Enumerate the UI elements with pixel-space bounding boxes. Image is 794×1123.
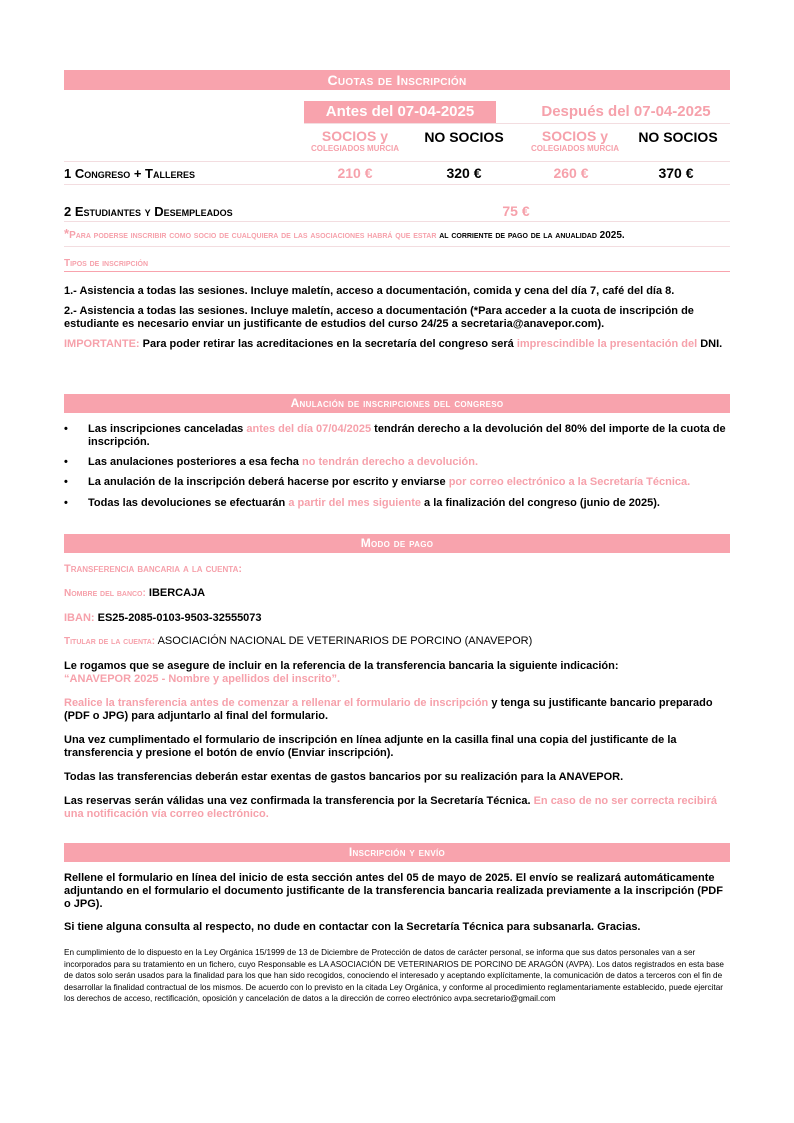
- after-no-socios-header: NO SOCIOS: [638, 129, 718, 145]
- price-before-no-socios: 320 €: [446, 165, 482, 181]
- price-before-socios: 210 €: [337, 165, 373, 181]
- fees-title-band: [64, 70, 730, 90]
- account-holder: Titular de la cuenta: ASOCIACIÓN NACIONAL DE VETERINARIOS DE PORCINO (ANAVEPOR): [64, 635, 533, 647]
- row-label-estudiantes: 2 Estudiantes y Desempleados: [64, 204, 233, 219]
- send-paragraph: Rellene el formulario en línea del inicio de esta sección antes del 05 de mayo de 2025. El envío se realizará automáticamente adjuntando en el formulario el documento justificante de la transferencia bancaria realizada previamente a la inscripción (PDF o JPG).: [64, 872, 723, 910]
- payment-title-band: [64, 534, 730, 553]
- divider: [64, 184, 730, 185]
- attach-paragraph: Una vez cumplimentado el formulario de inscripción en línea adjunte en la casilla final una copia del justificante de la transferencia y presione el botón de envío (Enviar inscripción).: [64, 734, 677, 759]
- fees-exempt-paragraph: Todas las transferencias deberán estar exentas de gastos bancarios por su realización para la ANAVEPOR.: [64, 771, 624, 783]
- price-estudiantes: 75 €: [502, 203, 530, 219]
- col-before-header: Antes del 07-04-2025: [304, 101, 496, 123]
- divider: [64, 221, 730, 222]
- col-after-header: Después del 07-04-2025: [541, 103, 711, 120]
- bank-name: Nombre del banco: IBERCAJA: [64, 587, 206, 599]
- iban: IBAN: ES25-2085-0103-9503-32555073: [64, 612, 262, 624]
- membership-note: *Para poderse inscribir como socio de cualquiera de las asociaciones habrá que estar al corriente de pago de la anualidad 2025.: [64, 226, 625, 241]
- divider: [64, 246, 730, 247]
- type-item-1: 1.- Asistencia a todas las sesiones. Incluye maletín, acceso a documentación, comida y cena del día 7, café del día 8.: [64, 285, 675, 297]
- fees-title: Cuotas de Inscripción: [327, 72, 467, 88]
- divider: [304, 123, 730, 124]
- type-item-2: 2.- Asistencia a todas las sesiones. Incluye maletín, acceso a documentación (*Para acceder a la cuota de inscripción de estudiante es necesario enviar un justificante de estudios del curso 24/25 a secretaria@anavepor.com).: [64, 305, 694, 330]
- confirmation-paragraph: Las reservas serán válidas una vez confirmada la transferencia por la Secretaría Técnica. En caso de no ser correcta recibirá una notificación vía correo electrónico.: [64, 795, 717, 820]
- contact-paragraph: Si tiene alguna consulta al respecto, no dude en contactar con la Secretaría Técnica para subsanarla. Gracias.: [64, 921, 641, 933]
- price-after-socios: 260 €: [553, 165, 589, 181]
- send-title-band: [64, 843, 730, 862]
- transfer-label: Transferencia bancaria a la cuenta:: [64, 563, 243, 575]
- important-note: IMPORTANTE: Para poder retirar las acreditaciones en la secretaría del congreso será imprescindible la presentación del DNI.: [64, 338, 723, 350]
- transfer-before-paragraph: Realice la transferencia antes de comenzar a rellenar el formulario de inscripción y tenga su justificante bancario preparado (PDF o JPG) para adjuntarlo al final del formulario.: [64, 697, 713, 722]
- send-title: Inscripción y envío: [348, 845, 446, 859]
- after-socios-header: SOCIOS y COLEGIADOS MURCIA: [531, 128, 619, 153]
- price-after-no-socios: 370 €: [658, 165, 694, 181]
- row-label-congreso: 1 Congreso + Talleres: [64, 166, 195, 181]
- cancel-title: Anulación de inscripciones del congreso: [290, 396, 504, 410]
- before-no-socios-header: NO SOCIOS: [424, 129, 504, 145]
- payment-title: Modo de pago: [360, 536, 434, 550]
- types-heading: Tipos de inscripción: [64, 258, 149, 269]
- divider: [64, 161, 730, 162]
- cancel-title-band: [64, 394, 730, 413]
- before-socios-header: SOCIOS y COLEGIADOS MURCIA: [311, 128, 399, 153]
- reference-instruction: Le rogamos que se asegure de incluir en la referencia de la transferencia bancaria la siguiente indicación: “ANAVEPOR 2025 - Nombre y apellidos del inscrito”.: [64, 660, 730, 686]
- legal-notice: En cumplimiento de lo dispuesto en la Ley Orgánica 15/1999 de 13 de Diciembre de Protección de datos de carácter personal, se informa que sus datos personales van a ser incorporados para su tratamiento en un fichero, cuyo Responsable es LA ASOCIACIÓN DE VETERINARIOS DE PORCINO DE ARAGÓN (AVPA). Los datos registrados en esta base de datos solo serán usados para la finalidad para los que han sido recogidos, conociendo el interesado y aceptando explícitamente, la comunicación de datos a terceros con el fin de desarrollar la finalidad contractual de los mismos. De acuerdo con lo previsto en la citada Ley Orgánica, y conforme al procedimiento reglamentariamente establecido, puede ejercitar los derechos de acceso, rectificación, oposición y cancelación de datos a la dirección de correo electrónico avpa.secretario@gmail.com: [64, 948, 724, 1004]
- types-divider: [64, 271, 730, 272]
- reference-value: “ANAVEPOR 2025 - Nombre y apellidos del inscrito”.: [64, 673, 341, 685]
